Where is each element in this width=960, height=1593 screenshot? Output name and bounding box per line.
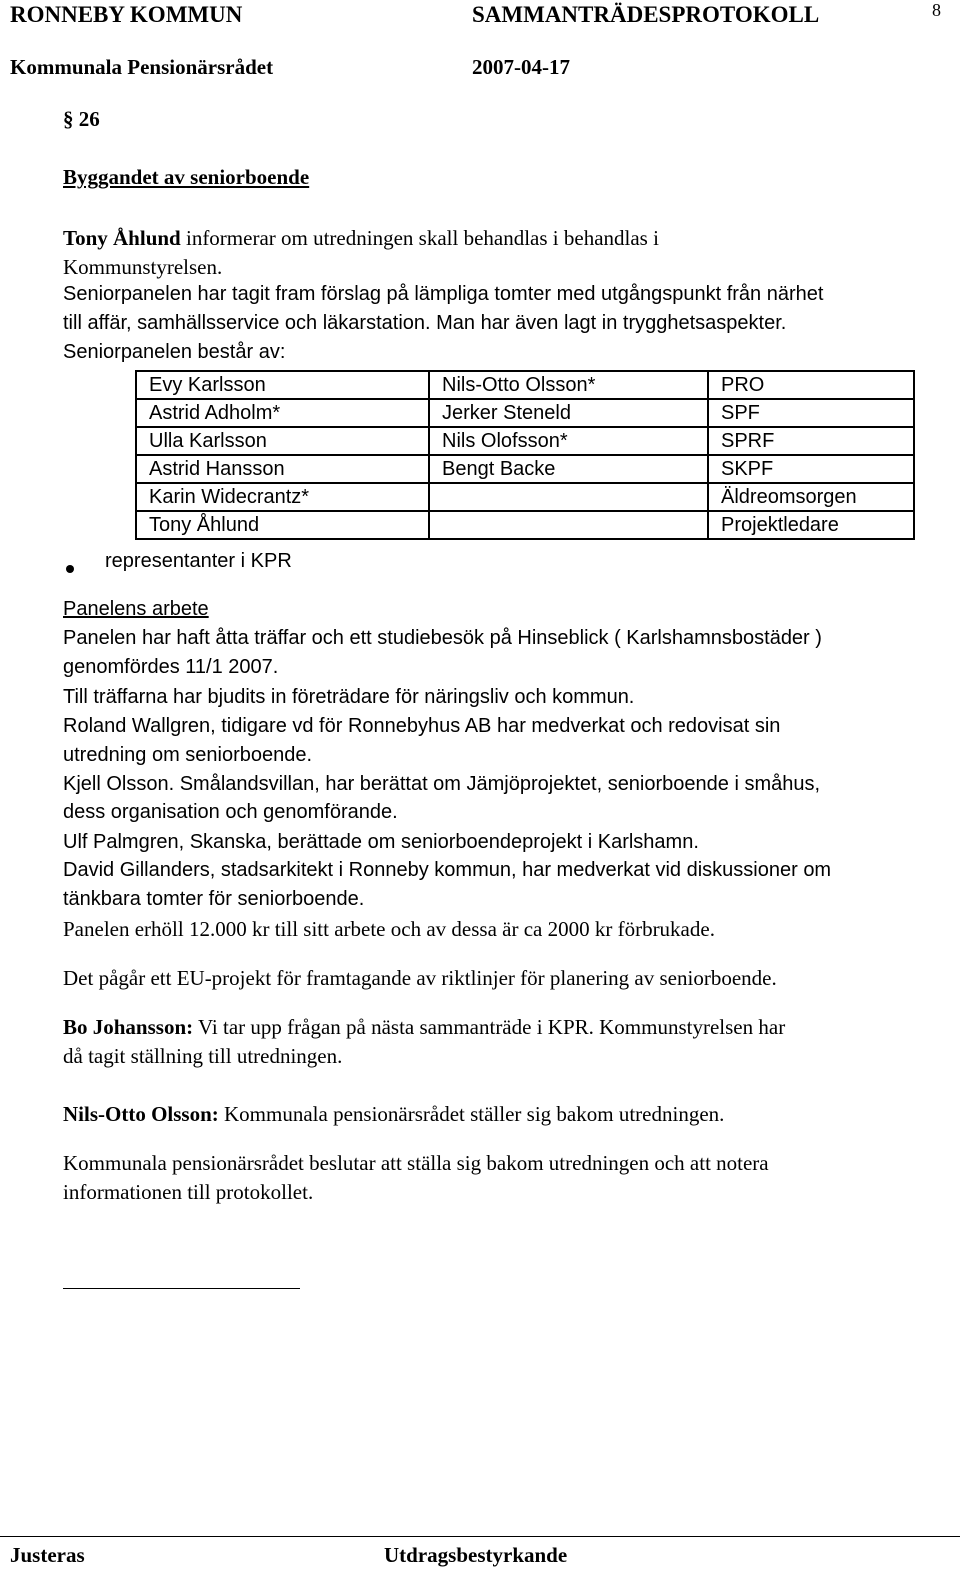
table-row xyxy=(136,371,914,399)
table-cell: SPF xyxy=(708,399,914,427)
table-cell xyxy=(429,511,708,539)
panel-work-line: Kjell Olsson. Smålandsvillan, har berättat om Jämjöprojektet, seniorboende i småhus, xyxy=(63,773,821,795)
speaker-name: Nils-Otto Olsson: xyxy=(63,1102,219,1126)
panel-work-line: tänkbara tomter för seniorboende. xyxy=(63,888,365,910)
bullet-icon xyxy=(66,560,74,578)
table-row xyxy=(136,483,914,511)
signature-line xyxy=(63,1288,300,1289)
table-row xyxy=(136,455,914,483)
footer-utdragsbestyrkande: Utdragsbestyrkande xyxy=(384,1543,568,1567)
bo-johansson-statement-line-2: då tagit ställning till utredningen. xyxy=(63,1044,343,1068)
table-row xyxy=(136,427,914,455)
decision-line-1: Kommunala pensionärsrådet beslutar att ställa sig bakom utredningen och att notera xyxy=(63,1151,769,1175)
panel-work-line: dess organisation och genomförande. xyxy=(63,801,398,823)
header-date: 2007-04-17 xyxy=(472,55,570,79)
intro-paragraph-2-line-1: Seniorpanelen har tagit fram förslag på lämpliga tomter med utgångspunkt från närhet xyxy=(63,283,824,305)
table-row xyxy=(136,511,914,539)
table-footnote: representanter i KPR xyxy=(105,550,292,572)
table-cell: Ulla Karlsson xyxy=(136,427,429,455)
funds-line: Panelen erhöll 12.000 kr till sitt arbete och av dessa är ca 2000 kr förbrukade. xyxy=(63,917,715,941)
table-cell: Tony Åhlund xyxy=(136,511,429,539)
table-cell: Äldreomsorgen xyxy=(708,483,914,511)
header-body-name: Kommunala Pensionärsrådet xyxy=(10,55,274,79)
speaker-name: Bo Johansson: xyxy=(63,1015,194,1039)
statement-text: Vi tar upp frågan på nästa sammanträde i KPR. Kommunstyrelsen har xyxy=(193,1015,786,1039)
intro-paragraph-1-line-2: Kommunstyrelsen. xyxy=(63,255,223,279)
page-number: 8 xyxy=(932,0,941,20)
table-cell: PRO xyxy=(708,371,914,399)
panel-work-line: Panelen har haft åtta träffar och ett studiebesök på Hinseblick ( Karlshamnsbostäder ) xyxy=(63,627,822,649)
table-cell: Jerker Steneld xyxy=(429,399,708,427)
table-cell: Nils Olofsson* xyxy=(429,427,708,455)
table-cell: SPRF xyxy=(708,427,914,455)
decision-line-2: informationen till protokollet. xyxy=(63,1180,314,1204)
section-title: Byggandet av seniorboende xyxy=(63,165,310,189)
footer-justeras: Justeras xyxy=(10,1543,85,1567)
intro-text: informerar om utredningen skall behandlas i behandlas i xyxy=(180,226,659,250)
intro-paragraph-1 xyxy=(63,224,659,253)
panel-work-line: Ulf Palmgren, Skanska, berättade om seniorboendeprojekt i Karlshamn. xyxy=(63,831,699,853)
table-cell: Astrid Adholm* xyxy=(136,399,429,427)
panel-work-line: Roland Wallgren, tidigare vd för Ronnebyhus AB har medverkat och redovisat sin xyxy=(63,715,781,737)
panel-members-table xyxy=(135,370,915,540)
table-cell: Karin Widecrantz* xyxy=(136,483,429,511)
bo-johansson-statement xyxy=(63,1013,785,1042)
table-cell: SKPF xyxy=(708,455,914,483)
table-cell: Nils-Otto Olsson* xyxy=(429,371,708,399)
intro-paragraph-3: Seniorpanelen består av: xyxy=(63,341,286,363)
table-row xyxy=(136,399,914,427)
table-cell: Evy Karlsson xyxy=(136,371,429,399)
footer-rule xyxy=(0,1536,960,1537)
panel-work-line: Till träffarna har bjudits in företrädare för näringsliv och kommun. xyxy=(63,686,635,708)
eu-project-line: Det pågår ett EU-projekt för framtagande av riktlinjer för planering av seniorboende. xyxy=(63,966,777,990)
speaker-name: Tony Åhlund xyxy=(63,226,181,250)
table-cell xyxy=(429,483,708,511)
panel-work-line: David Gillanders, stadsarkitekt i Ronneby kommun, har medverkat vid diskussioner om xyxy=(63,859,832,881)
panel-work-line: genomfördes 11/1 2007. xyxy=(63,656,279,678)
header-doc-type: SAMMANTRÄDESPROTOKOLL xyxy=(472,2,820,27)
statement-text: Kommunala pensionärsrådet ställer sig bakom utredningen. xyxy=(218,1102,725,1126)
table-cell: Projektledare xyxy=(708,511,914,539)
paragraph-number: § 26 xyxy=(63,107,100,131)
table-cell: Astrid Hansson xyxy=(136,455,429,483)
panel-work-heading: Panelens arbete xyxy=(63,598,209,620)
table-cell: Bengt Backe xyxy=(429,455,708,483)
panel-work-line: utredning om seniorboende. xyxy=(63,744,313,766)
intro-paragraph-2-line-2: till affär, samhällsservice och läkarstation. Man har även lagt in trygghetsaspekter. xyxy=(63,312,787,334)
header-org: RONNEBY KOMMUN xyxy=(10,2,243,27)
nils-otto-olsson-statement xyxy=(63,1100,724,1129)
